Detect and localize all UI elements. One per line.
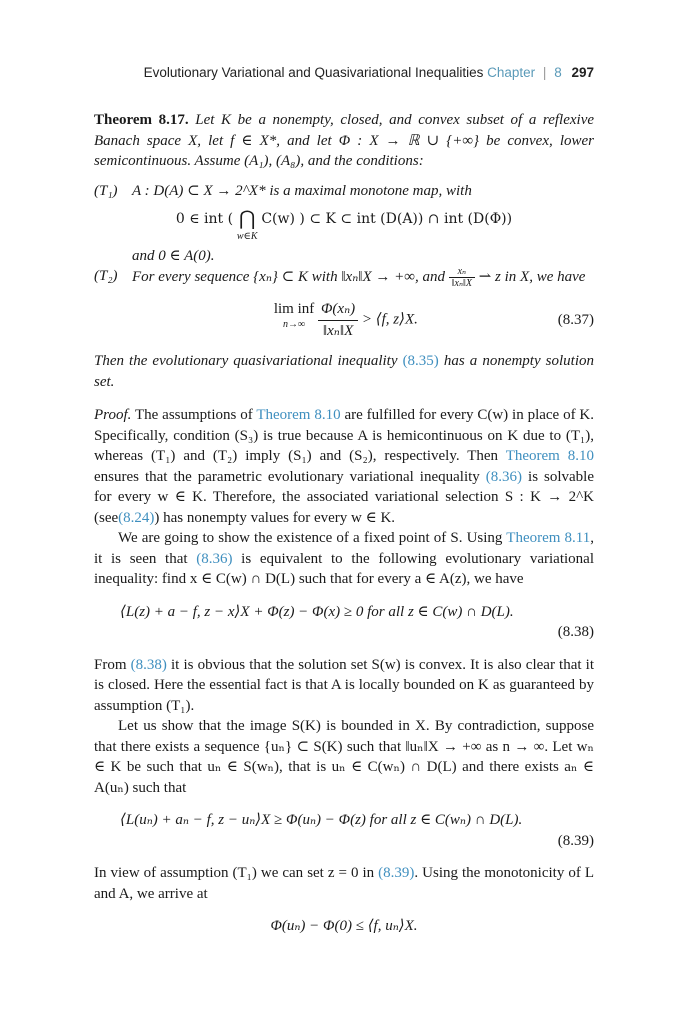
- eq-838-number: (8.38): [557, 624, 594, 640]
- link-eq-8-35[interactable]: (8.35): [402, 353, 439, 369]
- intersection-symbol: ⋂: [239, 208, 256, 230]
- condition-t2-tag: (T₂): [94, 268, 118, 284]
- conclusion-text-b: has a nonempty solution set.: [94, 353, 595, 390]
- t2-fraction-den: ‖xₙ‖X: [451, 278, 472, 289]
- proof-p2-text-b: , it is seen that: [94, 530, 594, 567]
- proof-paragraph-1: [94, 405, 594, 528]
- proof-paragraph-5: [94, 863, 594, 904]
- condition-t2-text-a: For every sequence {xₙ} ⊂ K with ‖xₙ‖X → +∞, and: [132, 268, 445, 285]
- eq-837-rhs: > ⟨f, z⟩X.: [361, 311, 418, 328]
- t2-fraction: [449, 266, 475, 289]
- condition-t1-tag: (T₁): [94, 182, 118, 199]
- page-body: [94, 110, 594, 937]
- t1-eq-intersection: [237, 209, 258, 242]
- eq-837-body: [94, 299, 558, 341]
- proof-paragraph-4: Let us show that the image S(K) is bounded in X. By contradiction, suppose that there exists a sequence {uₙ} ⊂ S(K) such that ‖uₙ‖X → +∞ as n → ∞. Let wₙ ∈ K be such that uₙ ∈ S(wₙ), that is uₙ ∈ C(wₙ) ∩ D(L) and there exists aₙ ∈ A(uₙ) such that: [94, 718, 594, 796]
- final-inequality: Φ(uₙ) − Φ(0) ≤ ⟨f, uₙ⟩X.: [270, 918, 418, 934]
- liminf-text: lim inf: [273, 301, 315, 317]
- proof-p1-text-a: The assumptions of: [134, 407, 253, 423]
- proof-label: Proof.: [94, 407, 132, 423]
- link-theorem-8-11[interactable]: Theorem 8.11: [506, 530, 591, 546]
- theorem-label: Theorem 8.17.: [94, 112, 189, 128]
- t2-fraction-num: xₙ: [449, 266, 475, 278]
- theorem-text: Let K be a nonempty, closed, and convex subset of a reflexive Banach space X, let f ∈ X*, and let Φ : X → ℝ ∪ {+∞} be convex, lower semicontinuous. Assume (A₁), (A₈), and the conditions:: [94, 112, 595, 169]
- proof-p1-text-d: is solvable for every w ∈ K. Therefore, the associated variational selection S : K → 2^K (see: [94, 468, 595, 526]
- equation-8-38: [94, 602, 594, 643]
- proof-p1-text-b: are fulfilled for every C(w) in place of K. Specifically, condition (S₃) is true because A is hemicontinuous on K due to (T₁), whereas (T₁) and (T₂) imply (S₁) and (S₂), respectively. Then: [94, 407, 595, 464]
- proof-paragraph-2: [94, 528, 594, 590]
- t1-eq-right: C(w) ) ⊂ K ⊂ int (D(A)) ∩ int (D(Φ)): [261, 211, 513, 227]
- intersection-subscript: w∈K: [236, 230, 258, 242]
- liminf-subscript: n→∞: [282, 318, 306, 330]
- eq-837-liminf: [274, 299, 314, 330]
- chapter-label: Chapter: [487, 65, 536, 80]
- link-eq-8-36[interactable]: (8.36): [485, 468, 523, 485]
- link-eq-8-39[interactable]: (8.39): [378, 865, 415, 881]
- conclusion-text-a: Then the evolutionary quasivariational inequality: [94, 353, 398, 369]
- proof-p2-text-c: is equivalent to the following evolutionary variational inequality: find x ∈ C(w) ∩ D(L) such that for every a ∈ A(z), we have: [94, 550, 594, 587]
- t1-eq-left: 0 ∈ int (: [175, 211, 234, 227]
- proof-p3-text-b: it is obvious that the solution set S(w) is convex. It is also clear that it is closed. Here the essential fact is that A is locally bounded on K as guaranteed by assumption (T₁).: [94, 656, 595, 714]
- equation-8-39: [94, 810, 594, 851]
- condition-t1-text: A : D(A) ⊂ X → 2^X* is a maximal monotone map, with: [132, 182, 472, 199]
- condition-t1: [94, 181, 594, 202]
- running-header: [0, 65, 594, 80]
- eq-837-num: Φ(xₙ): [318, 299, 358, 321]
- t1-display-equation: [94, 209, 594, 242]
- theorem-statement: [94, 110, 594, 172]
- theorem-conclusion: [94, 351, 594, 392]
- proof-p1-text-e: ) has nonempty values for every w ∈ K.: [154, 509, 396, 526]
- chapter-number: 8: [554, 65, 562, 80]
- eq-838-body: ⟨L(z) + a − f, z − x⟩X + Φ(z) − Φ(x) ≥ 0 for all z ∈ C(w) ∩ D(L).: [120, 603, 514, 620]
- link-theorem-8-10-b[interactable]: Theorem 8.10: [505, 448, 595, 464]
- eq-837-number: (8.37): [557, 311, 594, 328]
- link-theorem-8-10[interactable]: Theorem 8.10: [256, 407, 341, 423]
- header-separator: |: [542, 65, 547, 80]
- page-number: 297: [571, 65, 594, 80]
- eq-839-body: ⟨L(uₙ) + aₙ − f, z − uₙ⟩X ≥ Φ(uₙ) − Φ(z) for all z ∈ C(wₙ) ∩ D(L).: [120, 812, 523, 828]
- condition-t2: [94, 266, 594, 289]
- running-title: Evolutionary Variational and Quasivariational Inequalities: [143, 65, 484, 80]
- proof-p2-text-a: We are going to show the existence of a fixed point of S. Using: [118, 530, 503, 546]
- proof-p5-text-a: In view of assumption (T₁) we can set z = 0 in: [94, 865, 375, 881]
- eq-837-fraction: [318, 299, 358, 341]
- link-eq-8-24[interactable]: (8.24): [118, 509, 155, 526]
- proof-p5-text-b: . Using the monotonicity of L and A, we arrive at: [94, 865, 595, 902]
- condition-t2-text-b: ⇀ z in X, we have: [478, 268, 586, 285]
- eq-837-den: ‖xₙ‖X: [322, 322, 354, 339]
- equation-8-37: [94, 299, 594, 341]
- proof-p3-text-a: From: [94, 656, 127, 673]
- link-eq-8-38[interactable]: (8.38): [130, 656, 167, 673]
- link-eq-8-36-b[interactable]: (8.36): [196, 550, 233, 567]
- proof-paragraph-3: [94, 655, 594, 717]
- eq-839-number: (8.39): [557, 832, 594, 849]
- proof-p1-text-c: ensures that the parametric evolutionary variational inequality: [94, 468, 480, 485]
- condition-t1-after: and 0 ∈ A(0).: [132, 247, 215, 264]
